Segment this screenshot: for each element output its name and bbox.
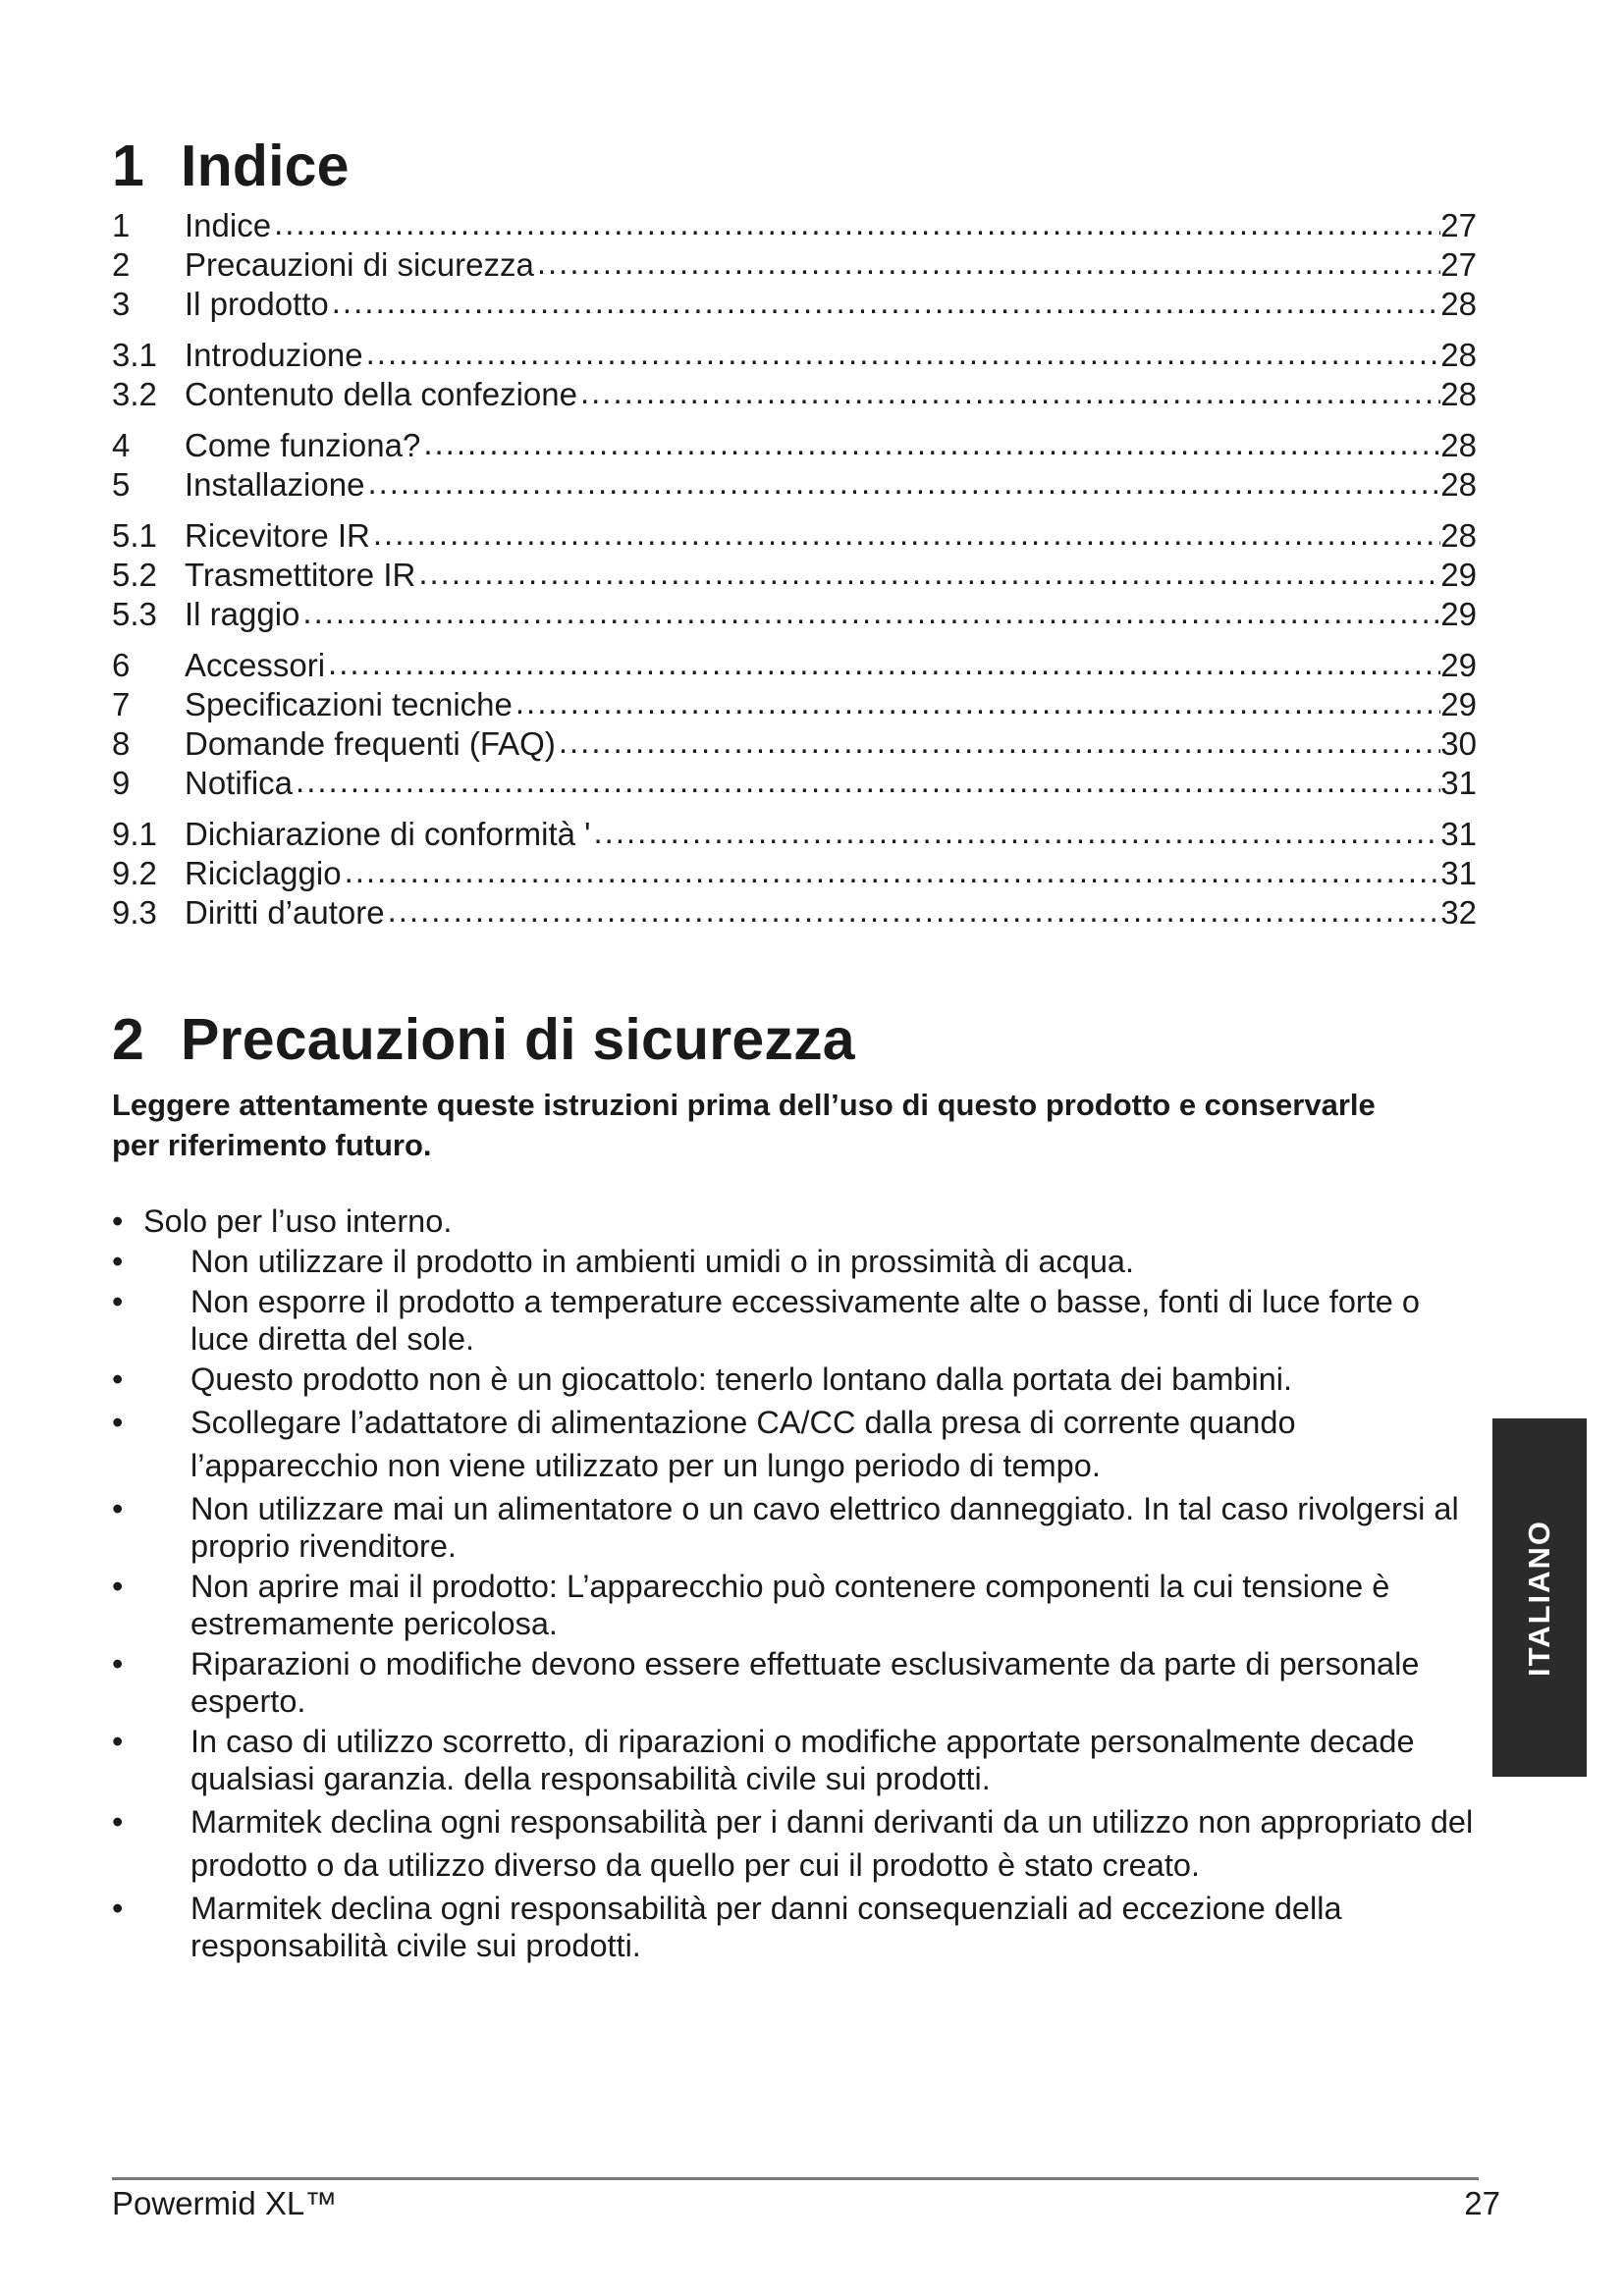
toc-leader: [293, 762, 1440, 801]
toc-number: 9.1: [112, 816, 157, 852]
toc-title: Notifica: [185, 765, 294, 801]
toc-number: 7: [112, 686, 131, 722]
bullet-marker: •: [112, 1646, 124, 1682]
toc-leader: [420, 424, 1440, 463]
toc-entry[interactable]: [112, 685, 1477, 724]
toc-entry[interactable]: [112, 245, 1477, 285]
toc-number: 5: [112, 466, 131, 503]
toc-title: Introduzione: [185, 337, 363, 373]
toc-number: 8: [112, 725, 131, 762]
toc-page: 31: [1440, 816, 1477, 852]
toc-leader: [556, 722, 1440, 762]
toc-title: Ricevitore IR: [185, 517, 370, 554]
toc-number: 6: [112, 647, 131, 683]
list-item-text: Marmitek declina ogni responsabilità per i danni derivanti da un utilizzo non appropriato del prodotto o da utilizzo diverso da quello per cui il prodotto è stato creato.: [190, 1804, 1474, 1883]
bullet-marker: •: [112, 1569, 124, 1604]
toc-entry[interactable]: [112, 336, 1477, 375]
footer-divider: [112, 2177, 1479, 2180]
section-heading-index: [112, 133, 350, 198]
toc-leader: [364, 463, 1440, 503]
toc-entry[interactable]: [112, 516, 1477, 556]
toc-leader: [325, 644, 1440, 683]
bullet-marker: •: [112, 1724, 124, 1759]
toc-number: 9.3: [112, 894, 157, 931]
toc-entry[interactable]: [112, 815, 1477, 854]
toc-title: Contenuto della confezione: [185, 376, 577, 412]
toc-page: 29: [1440, 686, 1477, 722]
list-item-text: Non esporre il prodotto a temperature eccessivamente alte o basse, fonti di luce forte o luce diretta del sole.: [190, 1284, 1420, 1357]
bullet-marker: •: [112, 1362, 124, 1397]
toc-entry[interactable]: [112, 893, 1477, 933]
list-item: [112, 1568, 1477, 1642]
toc-entry[interactable]: [112, 426, 1477, 465]
bullet-marker: •: [112, 1284, 124, 1319]
toc-entry[interactable]: [112, 854, 1477, 893]
toc-number: 3: [112, 286, 131, 322]
toc-title: Accessori: [185, 647, 326, 683]
toc-number: 4: [112, 427, 131, 463]
toc-page: 32: [1440, 894, 1477, 931]
section-heading-safety: [112, 1007, 855, 1072]
toc-page: 28: [1440, 427, 1477, 463]
toc-title: Installazione: [185, 466, 365, 503]
list-item-text: In caso di utilizzo scorretto, di riparazioni o modifiche apportate personalmente decade qualsiasi garanzia. della responsabilità civile sui prodotti.: [190, 1724, 1415, 1796]
toc-number: 2: [112, 246, 131, 283]
toc-leader: [363, 334, 1441, 373]
section-title: Indice: [181, 133, 350, 198]
toc-leader: [534, 243, 1440, 283]
toc-entry[interactable]: [112, 465, 1477, 505]
toc-title: Il prodotto: [185, 286, 329, 322]
footer-page-number: 27: [1464, 2185, 1500, 2221]
list-item-text: Scollegare l’adattatore di alimentazione CA/CC dalla presa di corrente quando l’apparecchio non viene utilizzato per un lungo periodo di tempo.: [190, 1405, 1296, 1483]
list-item: [112, 1800, 1477, 1887]
toc-page: 29: [1440, 647, 1477, 683]
toc-title: Trasmettitore IR: [185, 557, 416, 593]
toc-page: 27: [1440, 207, 1477, 243]
toc-number: 5.1: [112, 517, 157, 554]
footer-product: Powermid XL™: [112, 2185, 338, 2221]
toc-leader: [577, 373, 1440, 412]
toc-number: 5.2: [112, 557, 157, 593]
toc-entry[interactable]: [112, 595, 1477, 634]
list-item: [112, 1890, 1477, 1964]
list-item-text: Questo prodotto non è un giocattolo: tenerlo lontano dalla portata dei bambini.: [190, 1362, 1293, 1397]
section-number: 1: [112, 133, 145, 198]
toc-leader: [370, 514, 1440, 554]
toc-page: 31: [1440, 855, 1477, 891]
toc-title: Specificazioni tecniche: [185, 686, 513, 722]
toc-page: 28: [1440, 337, 1477, 373]
section-title: Precauzioni di sicurezza: [181, 1007, 855, 1072]
toc-leader: [329, 283, 1441, 322]
toc-title: Dichiarazione di conformità ': [185, 816, 591, 852]
list-item-text: Riparazioni o modifiche devono essere effettuate esclusivamente da parte di personale esperto.: [190, 1646, 1420, 1719]
safety-intro: Leggere attentamente queste istruzioni prima dell’uso di questo prodotto e conservarle per riferimento futuro.: [112, 1088, 1376, 1162]
toc-title: Riciclaggio: [185, 855, 342, 891]
toc-title: Come funziona?: [185, 427, 421, 463]
toc-page: 30: [1440, 725, 1477, 762]
table-of-contents: [112, 206, 1477, 933]
toc-number: 9: [112, 765, 131, 801]
toc-number: 3.1: [112, 337, 157, 373]
bullet-marker: •: [112, 1491, 124, 1526]
bullet-marker: •: [112, 1244, 124, 1279]
list-item: [112, 1202, 1477, 1240]
list-item: [112, 1723, 1477, 1797]
list-item-text: Marmitek declina ogni responsabilità per danni consequenziali ad eccezione della responsabilità civile sui prodotti.: [190, 1891, 1342, 1963]
toc-entry[interactable]: [112, 646, 1477, 685]
toc-leader: [299, 593, 1440, 632]
toc-page: 28: [1440, 466, 1477, 503]
list-item-text: Non aprire mai il prodotto: L’apparecchio può contenere componenti la cui tensione è estremamente pericolosa.: [190, 1569, 1390, 1641]
list-item: [112, 1645, 1477, 1720]
toc-page: 31: [1440, 765, 1477, 801]
bullet-marker: •: [112, 1203, 124, 1239]
toc-number: 9.2: [112, 855, 157, 891]
bullet-marker: •: [112, 1891, 124, 1926]
toc-title: Il raggio: [185, 596, 300, 632]
bullet-marker: •: [112, 1804, 124, 1840]
list-item: [112, 1490, 1477, 1565]
toc-leader: [513, 683, 1440, 722]
bullet-marker: •: [112, 1405, 124, 1440]
toc-page: 27: [1440, 246, 1477, 283]
toc-entry[interactable]: [112, 764, 1477, 803]
toc-title: Diritti d’autore: [185, 894, 385, 931]
list-item-text: Non utilizzare il prodotto in ambienti umidi o in prossimità di acqua.: [190, 1244, 1135, 1279]
toc-leader: [342, 852, 1441, 891]
list-item: [112, 1283, 1477, 1358]
toc-number: 3.2: [112, 376, 157, 412]
toc-title: Domande frequenti (FAQ): [185, 725, 556, 762]
toc-leader: [271, 204, 1440, 243]
list-item-text: Non utilizzare mai un alimentatore o un cavo elettrico danneggiato. In tal caso rivolgersi al proprio rivenditore.: [190, 1491, 1459, 1564]
toc-page: 29: [1440, 557, 1477, 593]
language-tab: [1492, 1418, 1587, 1777]
list-item-text: Solo per l’uso interno.: [143, 1203, 453, 1239]
toc-page: 28: [1440, 376, 1477, 412]
toc-title: Precauzioni di sicurezza: [185, 246, 534, 283]
toc-page: 28: [1440, 286, 1477, 322]
safety-list: [112, 1202, 1477, 1967]
language-label: ITALIANO: [1522, 1519, 1557, 1677]
toc-entry[interactable]: [112, 556, 1477, 595]
toc-leader: [415, 554, 1440, 593]
toc-entry[interactable]: [112, 724, 1477, 764]
list-item: [112, 1361, 1477, 1398]
list-item: [112, 1243, 1477, 1280]
toc-page: 28: [1440, 517, 1477, 554]
section-number: 2: [112, 1007, 145, 1072]
list-item: [112, 1401, 1477, 1487]
toc-entry[interactable]: [112, 375, 1477, 414]
toc-entry[interactable]: [112, 206, 1477, 245]
toc-page: 29: [1440, 596, 1477, 632]
toc-number: 5.3: [112, 596, 157, 632]
toc-leader: [385, 891, 1441, 931]
toc-title: Indice: [185, 207, 272, 243]
toc-leader: [590, 813, 1440, 852]
toc-entry[interactable]: [112, 285, 1477, 324]
toc-number: 1: [112, 207, 131, 243]
